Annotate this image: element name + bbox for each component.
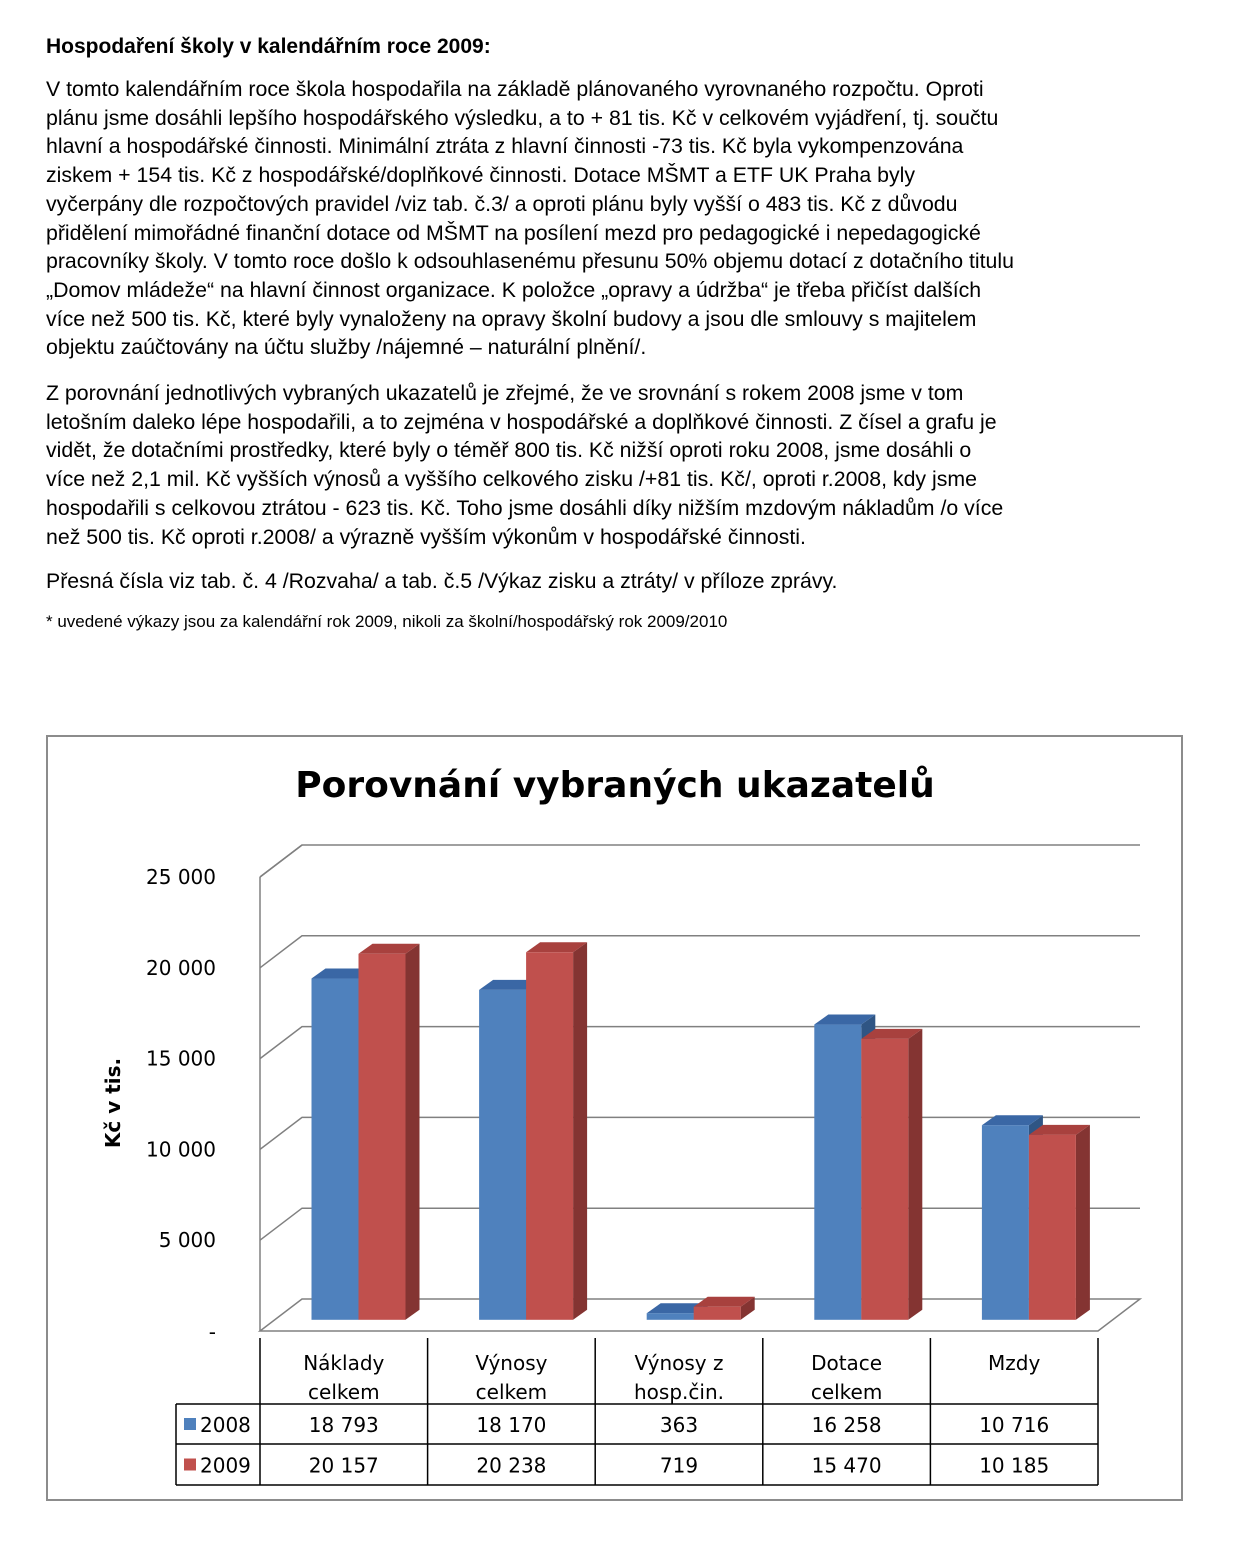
legend-series-name: 2008	[200, 1413, 251, 1437]
y-tick-label: 15 000	[146, 1046, 216, 1071]
plot-area	[146, 845, 1140, 1344]
paragraph-3	[46, 567, 1206, 596]
category-label: Dotace	[811, 1351, 883, 1375]
y-tick-label: 25 000	[146, 865, 216, 889]
paragraph-2	[46, 379, 1206, 551]
y-tick-label: -	[208, 1320, 216, 1344]
paragraph-line: letošním daleko lépe hospodařili, a to zejména v hospodářské a doplňkové činnosti. Z čísel a grafu je	[46, 409, 997, 434]
document-heading: Hospodaření školy v kalendářním roce 2009:	[46, 35, 491, 58]
data-table-value: 15 470	[811, 1453, 882, 1478]
data-table-value: 10 716	[979, 1413, 1050, 1437]
paragraph-line: vidět, že dotačními prostředky, které byly o téměř 800 tis. Kč nižší oproti roku 2008, jsme dosáhli o	[46, 438, 972, 463]
bar-front	[526, 952, 573, 1320]
paragraph-line: V tomto kalendářním roce škola hospodařila na základě plánovaného vyrovnaného rozpočtu. Oproti	[46, 77, 984, 101]
bar-side	[908, 1029, 922, 1320]
bar-2009	[359, 944, 420, 1320]
paragraph-line: hlavní a hospodářské činnosti. Minimální ztráta z hlavní činnosti -73 tis. Kč byla vykompenzována	[46, 134, 964, 159]
paragraph-line: více než 2,1 mil. Kč vyšších výnosů a vyššího celkového zisku /+81 tis. Kč/, oproti r.2008, kdy jsme	[46, 467, 977, 492]
y-tick-label: 20 000	[146, 955, 216, 980]
data-table-value: 16 258	[811, 1413, 882, 1437]
paragraph-line: „Domov mládeže“ na hlavní činnost organizace. K položce „opravy a údržba“ je třeba přičíst dalších	[46, 277, 982, 302]
y-tick-label: 5 000	[158, 1228, 216, 1253]
bar-side	[573, 942, 587, 1320]
footnote: * uvedené výkazy jsou za kalendářní rok 2009, nikoli za školní/hospodářský rok 2009/2010	[46, 612, 728, 631]
legend-series-name: 2009	[200, 1453, 251, 1478]
bar-front	[694, 1307, 741, 1320]
data-table-value: 18 793	[308, 1413, 379, 1437]
paragraph-line: objektu zaúčtovány na účtu služby /nájemné – naturální plnění/.	[46, 335, 647, 360]
bar-front	[312, 979, 359, 1320]
paragraph-line: přidělení mimořádné finanční dotace od MŠMT na posílení mezd pro pedagogické i nepedagogické	[46, 220, 981, 245]
bar-front	[479, 990, 526, 1320]
paragraph-line: hospodařili s celkovou ztrátou - 623 tis. Kč. Toho jsme dosáhli díky nižším mzdovým nákladům /o více	[46, 495, 1004, 520]
category-label: celkem	[475, 1380, 548, 1404]
paragraph-line: Z porovnání jednotlivých vybraných ukazatelů je zřejmé, že ve srovnání s rokem 2008 jsme v tom	[46, 381, 964, 405]
y-axis-label: Kč v tis.	[101, 1057, 125, 1149]
paragraph-line: Přesná čísla viz tab. č. 4 /Rozvaha/ a tab. č.5 /Výkaz zisku a ztráty/ v příloze zprávy.	[46, 569, 838, 593]
paragraph-line: plánu jsme dosáhli lepšího hospodářského výsledku, a to + 81 tis. Kč v celkovém vyjádření, tj. součtu	[46, 105, 999, 130]
paragraph-line: než 500 tis. Kč oproti r.2008/ a výrazně vyšším výkonům v hospodářské činnosti.	[46, 524, 806, 549]
data-table-value: 10 185	[979, 1453, 1050, 1478]
bar-chart	[48, 737, 1181, 1499]
bar-2009	[1029, 1125, 1090, 1320]
paragraph-line: vyčerpány dle rozpočtových pravidel /viz tab. č.3/ a oproti plánu byly vyšší o 483 tis. Kč z důvodu	[46, 191, 958, 216]
legend-key-2008	[184, 1418, 196, 1430]
bar-2009	[861, 1029, 922, 1320]
bar-side	[406, 944, 420, 1320]
bar-front	[814, 1025, 861, 1320]
category-label: celkem	[810, 1380, 883, 1404]
bar-front	[647, 1313, 694, 1320]
paragraph-line: ziskem + 154 tis. Kč z hospodářské/doplňkové činnosti. Dotace MŠMT a ETF UK Praha byly	[46, 163, 916, 188]
y-tick-label: 10 000	[146, 1137, 216, 1162]
bar-side	[1076, 1125, 1090, 1320]
bar-front	[861, 1039, 908, 1320]
bar-front	[982, 1125, 1029, 1320]
chart-frame	[46, 735, 1183, 1501]
paragraph-line: pracovníky školy. V tomto roce došlo k odsouhlasenému přesunu 50% objemu dotací z dotačního titulu	[46, 249, 1014, 274]
data-table-value: 18 170	[476, 1413, 547, 1437]
category-label: Výnosy z	[634, 1351, 724, 1375]
data-table-value: 20 157	[308, 1453, 379, 1478]
category-label: Výnosy	[475, 1351, 548, 1375]
data-table-value: 363	[659, 1413, 699, 1437]
category-label: Náklady	[303, 1351, 385, 1375]
data-table	[176, 1338, 1098, 1485]
paragraph-line: více než 500 tis. Kč, které byly vynaloženy na opravy školní budovy a jsou dle smlouvy s majitelem	[46, 306, 977, 331]
category-label: Mzdy	[988, 1351, 1041, 1375]
data-table-value: 20 238	[476, 1453, 547, 1478]
bar-front	[359, 954, 406, 1320]
legend-key-2009	[184, 1459, 196, 1471]
category-label: celkem	[308, 1380, 380, 1404]
data-table-value: 719	[659, 1453, 699, 1478]
bar-front	[1029, 1135, 1076, 1320]
category-label: hosp.čin.	[634, 1380, 724, 1404]
bar-2009	[526, 942, 587, 1320]
paragraph-1	[46, 75, 1206, 362]
chart-title: Porovnání vybraných ukazatelů	[295, 765, 935, 806]
